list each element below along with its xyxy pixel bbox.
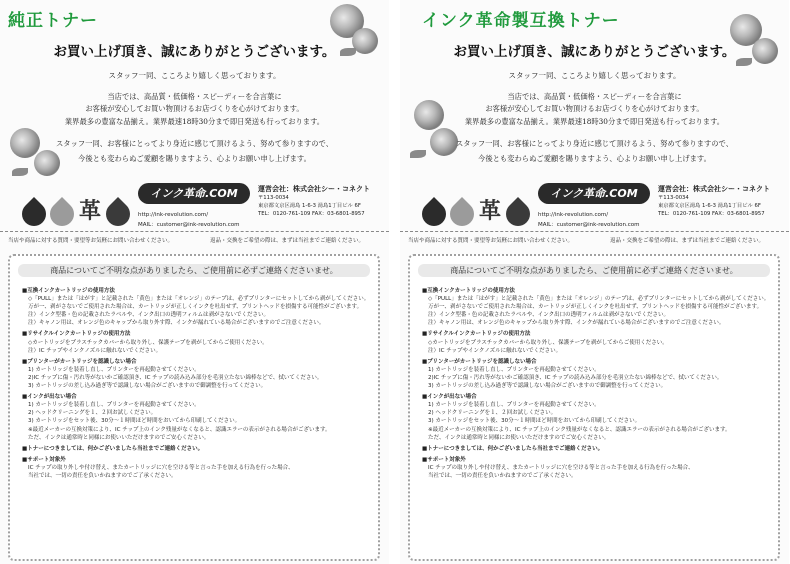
- section-title: ■互換インクカートリッジの使用方法: [22, 288, 115, 294]
- intro-line: 業界最多の豊富な品揃え。業界最速18時30分まで即日発送も行っております。: [64, 116, 325, 126]
- instruction-section: [422, 330, 772, 354]
- usage-instructions-box: [8, 254, 380, 561]
- inquiry-note: 当店や商品に対する質問・要望等お気軽にお問い合わせください。: [8, 238, 174, 244]
- usage-instructions-box: [408, 254, 780, 561]
- section-title: ■互換インクカートリッジの使用方法: [422, 288, 515, 294]
- section-line: 2)IC チップに傷・汚れ等がないかご確認頂き、IC チップの読み込み部分を毛羽立たない綿棒などで、拭いてください。: [28, 374, 323, 381]
- section-line: 1) カートリッジを装着し直し、プリンターを再起動させてください。: [428, 402, 600, 409]
- leaflet-compatible: [400, 0, 789, 564]
- section-line: 1) カートリッジを装着し直し、プリンターを再起動させてください。: [28, 366, 200, 373]
- company-address: 東京都文京区湯島 1-6-3 湯島1丁目ビル 6F: [258, 203, 361, 209]
- closing-paragraph: [400, 137, 789, 166]
- intro-line: 当店では、高品質・低価格・スピーディーを合言葉に: [107, 92, 282, 101]
- section-line: 3) カートリッジをセット後、30分〜１時間ほど時間をおいてから印刷してください。: [428, 418, 641, 425]
- section-line: 3) カートリッジの差し込み過ぎ等で認識しない場合がございますので御調整を行ってください。: [28, 383, 267, 390]
- ink-drop-mascot-icon: [101, 197, 135, 231]
- section-line: 当社では、一切の責任を負いかねますのでご了承ください。: [428, 472, 577, 479]
- section-line: 万が一、剥がさないでご使用された場合は、カートリッジが正しくインクを吐出せず、プリントヘッドを損傷する可能性がございます。: [428, 304, 763, 311]
- closing-line: 今後とも変わらぬご愛顧を賜りますよう、心よりお願い申し上げます。: [78, 153, 311, 163]
- ink-drop-mascot-icon: [445, 197, 479, 231]
- instruction-section: [22, 445, 372, 453]
- company-phone: TEL：0120-761-109 FAX：03-6801-8957: [258, 211, 365, 217]
- section-line: ただ、インクは通常時と同様にお使いいただけますのでご安心ください。: [28, 434, 210, 441]
- leaflet-genuine: [0, 0, 389, 564]
- leaf-decoration: [12, 168, 28, 176]
- kaku-mascot-icon: 革: [478, 199, 501, 224]
- contact-email[interactable]: MAIL：customer@ink-revolution.com: [538, 222, 640, 228]
- section-line: 注）キャノン用は、オレンジ色のキャップから取り外す際、インクが漏れている場合がございますのでご注意ください。: [28, 320, 325, 327]
- section-line: 2) ヘッドクリーニングを１、２回お試しください。: [428, 410, 557, 417]
- section-line: ◇カートリッジをプラスチックカバーから取り外し、保護テープを剥がしてからご使用ください。: [28, 339, 268, 346]
- section-line: 1) カートリッジを装着し直し、プリンターを再起動させてください。: [28, 402, 200, 409]
- intro-line: お客様が安心してお買い物頂けるお店づくりを心がけております。: [485, 104, 704, 114]
- instruction-section: [422, 287, 772, 327]
- contact-email[interactable]: MAIL：customer@ink-revolution.com: [138, 222, 240, 228]
- inquiry-note: 当店や商品に対する質問・要望等お気軽にお問い合わせください。: [408, 238, 574, 244]
- section-title: ■サポート対象外: [22, 456, 66, 463]
- website-url[interactable]: http://ink-revolution.com/: [538, 212, 609, 218]
- staff-line: スタッフ一同、こころより嬉しく思っております。: [108, 71, 281, 80]
- section-line: 注）IC チップやインクノズルに触れないでください。: [428, 347, 562, 354]
- section-title: ■インクが出ない場合: [422, 394, 477, 401]
- closing-line: 今後とも変わらぬご愛顧を賜りますよう、心よりお願い申し上げます。: [478, 153, 711, 163]
- intro-paragraph: [400, 91, 789, 128]
- section-line: 注）インク型番・色の記載されたラベルや、インク出口の透明フィルムは剥がさないでください。: [28, 312, 270, 319]
- company-info: [258, 185, 388, 218]
- instruction-section: [22, 330, 372, 354]
- section-line: 3) カートリッジの差し込み過ぎ等で認識しない場合がございますので御調整を行ってください。: [428, 383, 667, 390]
- closing-paragraph: [0, 137, 389, 166]
- company-name: 運営会社：株式会社シー・コネクト: [658, 185, 770, 193]
- website-url[interactable]: http://ink-revolution.com/: [138, 212, 209, 218]
- greeting-heading: お買い上げ頂き、誠にありがとうございます。: [53, 44, 336, 60]
- section-line: ※最近メーカーの互換対策により、IC チップ上のインク残量がなくなると、認識エラーの表示がされる場合がございます。: [28, 426, 331, 433]
- section-line: 1) カートリッジを装着し直し、プリンターを再起動させてください。: [428, 366, 600, 373]
- section-title: ■トナーにつきましては、何かございましたら当社までご連絡ください。: [22, 445, 204, 452]
- instruction-sections: [422, 287, 772, 483]
- section-line: 注）IC チップやインクノズルに触れないでください。: [28, 347, 162, 354]
- section-line: 2)IC チップに傷・汚れ等がないかご確認頂き、IC チップの読み込み部分を毛羽立たない綿棒などで、拭いてください。: [428, 374, 723, 381]
- kaku-mascot-icon: 革: [78, 199, 101, 224]
- instruction-section: [22, 358, 372, 390]
- section-line: 万が一、剥がさないでご使用された場合は、カートリッジが正しくインクを吐出せず、プリントヘッドを損傷する可能性がございます。: [28, 304, 363, 311]
- cut-line-divider: [400, 231, 789, 232]
- page-title: インク革命製互換トナー: [422, 11, 620, 31]
- intro-line: お客様が安心してお買い物頂けるお店づくりを心がけております。: [85, 104, 304, 114]
- mascot-group: [422, 198, 534, 228]
- company-name: 運営会社：株式会社シー・コネクト: [258, 185, 370, 193]
- section-line: 2) ヘッドクリーニングを１、２回お試しください。: [28, 410, 157, 417]
- instruction-section: [22, 287, 372, 327]
- section-line: IC チップの取り外しや付け替え、またカートリッジに穴を空ける等と言った手を加える行為を行った場合、: [428, 464, 694, 471]
- notice-banner: 商品についてご不明な点がありましたら、ご使用前に必ずご連絡くださいませ。: [18, 264, 370, 277]
- section-line: 3) カートリッジをセット後、30分〜１時間ほど時間をおいてから印刷してください。: [28, 418, 241, 425]
- instruction-section: [422, 456, 772, 480]
- page-title: 純正トナー: [8, 11, 98, 31]
- company-postal: 〒113-0034: [258, 195, 289, 201]
- intro-line: 当店では、高品質・低価格・スピーディーを合言葉に: [507, 92, 682, 101]
- brand-logo: インク革命.COM: [138, 183, 250, 204]
- company-phone: TEL：0120-761-109 FAX：03-6801-8957: [658, 211, 765, 217]
- ink-drop-mascot-icon: [501, 197, 535, 231]
- notice-banner: 商品についてご不明な点がありましたら、ご使用前に必ずご連絡くださいませ。: [418, 264, 770, 277]
- greeting-heading: お買い上げ頂き、誠にありがとうございます。: [453, 44, 736, 60]
- section-line: IC チップの取り外しや付け替え、またカートリッジに穴を空ける等と言った手を加える行為を行った場合、: [28, 464, 294, 471]
- section-title: ■プリンターがカートリッジを認識しない場合: [422, 358, 537, 365]
- company-postal: 〒113-0034: [658, 195, 689, 201]
- section-line: ただ、インクは通常時と同様にお使いいただけますのでご安心ください。: [428, 434, 610, 441]
- instruction-section: [422, 445, 772, 453]
- intro-line: 業界最多の豊富な品揃え。業界最速18時30分まで即日発送も行っております。: [464, 116, 725, 126]
- section-title: ■プリンターがカートリッジを認識しない場合: [22, 358, 137, 365]
- staff-line: スタッフ一同、こころより嬉しく思っております。: [508, 71, 681, 80]
- section-line: ◇「PULL」または「はがす」と記載された「黄色」または「オレンジ」のテープは、必ずプリンターにセットしてから剥がしてください。: [428, 296, 770, 303]
- section-title: ■インクが出ない場合: [22, 394, 77, 401]
- ink-drop-mascot-icon: [417, 197, 451, 231]
- return-note: 返品・交換をご希望の際は、まずは当社までご連絡ください。: [610, 238, 765, 244]
- brand-logo: インク革命.COM: [538, 183, 650, 204]
- section-line: ◇カートリッジをプラスチックカバーから取り外し、保護テープを剥がしてからご使用ください。: [428, 339, 668, 346]
- section-title: ■リサイクルインクカートリッジの使用方法: [422, 331, 531, 338]
- section-title: ■トナーにつきましては、何かございましたら当社までご連絡ください。: [422, 445, 604, 452]
- return-note: 返品・交換をご希望の際は、まずは当社までご連絡ください。: [210, 238, 365, 244]
- section-line: 注）キャノン用は、オレンジ色のキャップから取り外す際、インクが漏れている場合がございますのでご注意ください。: [428, 320, 725, 327]
- ink-drop-mascot-icon: [17, 197, 51, 231]
- section-title: ■リサイクルインクカートリッジの使用方法: [22, 331, 131, 338]
- mascot-group: [22, 198, 134, 228]
- ink-drop-mascot-icon: [45, 197, 79, 231]
- instruction-sections: [22, 287, 372, 483]
- instruction-section: [422, 358, 772, 390]
- section-line: 注）インク型番・色の記載されたラベルや、インク出口の透明フィルムは剥がさないでください。: [428, 312, 670, 319]
- company-info: [658, 185, 788, 218]
- section-line: ◇「PULL」または「はがす」と記載された「黄色」または「オレンジ」のテープは、必ずプリンターにセットしてから剥がしてください。: [28, 296, 370, 303]
- instruction-section: [422, 393, 772, 442]
- closing-line: スタッフ一同、お客様にとってより身近に感じて頂けるよう、努めて参りますので、: [456, 139, 733, 148]
- intro-paragraph: [0, 91, 389, 128]
- section-line: 当社では、一切の責任を負いかねますのでご了承ください。: [28, 472, 177, 479]
- instruction-section: [22, 456, 372, 480]
- company-address: 東京都文京区湯島 1-6-3 湯島1丁目ビル 6F: [658, 203, 761, 209]
- section-title: ■サポート対象外: [422, 456, 466, 463]
- cut-line-divider: [0, 231, 389, 232]
- closing-line: スタッフ一同、お客様にとってより身近に感じて頂けるよう、努めて参りますので、: [56, 139, 333, 148]
- section-line: ※最近メーカーの互換対策により、IC チップ上のインク残量がなくなると、認識エラーの表示がされる場合がございます。: [428, 426, 731, 433]
- instruction-section: [22, 393, 372, 442]
